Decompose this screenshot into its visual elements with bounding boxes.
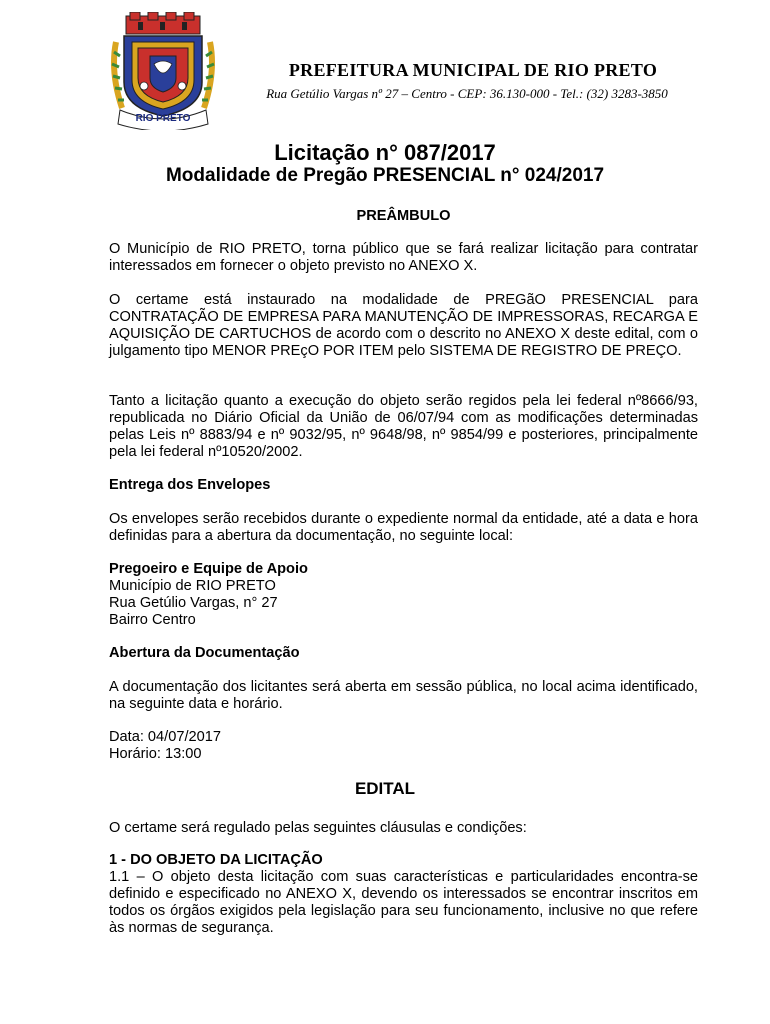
crest-banner-label: RIO PRETO xyxy=(135,113,191,124)
local-line-2: Rua Getúlio Vargas, n° 27 xyxy=(109,595,278,611)
municipality-title: PREFEITURA MUNICIPAL DE RIO PRETO xyxy=(288,60,658,80)
section-1-text: 1.1 – O objeto desta licitação com suas características e particularidades encontra-se definido e especificado no ANEXO X, devendo os interessados se encontrar inscritos em todos os órgãos exigidos pela legislação para seu funcionamento, inclusive no que refere às normas de segurança. xyxy=(109,869,698,936)
section-1-heading: 1 - DO OBJETO DA LICITAÇÃO xyxy=(109,852,323,868)
edital-intro: O certame será regulado pelas seguintes cláusulas e condições: xyxy=(109,820,527,836)
entrega-text: Os envelopes serão recebidos durante o expediente normal da entidade, até a data e hora definidas para a abertura da documentação, no seguinte local: xyxy=(109,511,698,544)
local-line-1: Município de RIO PRETO xyxy=(109,578,276,594)
abertura-text: A documentação dos licitantes será aberta em sessão pública, no local acima identificado, na seguinte data e horário. xyxy=(109,679,698,712)
preambulo-heading: PREÂMBULO xyxy=(356,208,451,224)
edital-heading: EDITAL xyxy=(354,779,416,798)
local-heading: Pregoeiro e Equipe de Apoio xyxy=(109,561,308,577)
abertura-date: Data: 04/07/2017 xyxy=(109,729,221,745)
abertura-time: Horário: 13:00 xyxy=(109,746,202,762)
abertura-heading: Abertura da Documentação xyxy=(109,645,300,661)
local-line-3: Bairro Centro xyxy=(109,612,196,628)
letterhead xyxy=(108,12,698,130)
municipality-address: Rua Getúlio Vargas nº 27 – Centro - CEP: 36.130-000 - Tel.: (32) 3283-3850 xyxy=(266,86,668,101)
licitacao-title: Licitação n° 087/2017 xyxy=(274,140,496,165)
preambulo-paragraph-3: Tanto a licitação quanto a execução do objeto serão regidos pela lei federal nº8666/93, republicada no Diário Oficial da União de 06/07/94 com as modificações determinadas pelas Leis nº 8883/94 e nº 9032/95, nº 9648/98, nº 9854/99 e posteriores, principalmente pela lei federal nº10520/2002. xyxy=(109,393,698,460)
preambulo-paragraph-2: O certame está instaurado na modalidade de PREGãO PRESENCIAL para CONTRATAÇÃO DE EMPRESA PARA MANUTENÇÃO DE IMPRESSORAS, RECARGA E AQUISIÇÃO DE CARTUCHOS de acordo com o descrito no ANEXO X deste edital, com o julgamento tipo MENOR PREçO POR ITEM pelo SISTEMA DE REGISTRO DE PREÇO. xyxy=(109,292,698,359)
modalidade-title: Modalidade de Pregão PRESENCIAL n° 024/2017 xyxy=(165,165,605,186)
preambulo-paragraph-1: O Município de RIO PRETO, torna público que se fará realizar licitação para contratar interessados em fornecer o objeto previsto no ANEXO X. xyxy=(109,241,698,274)
entrega-heading: Entrega dos Envelopes xyxy=(109,477,271,493)
